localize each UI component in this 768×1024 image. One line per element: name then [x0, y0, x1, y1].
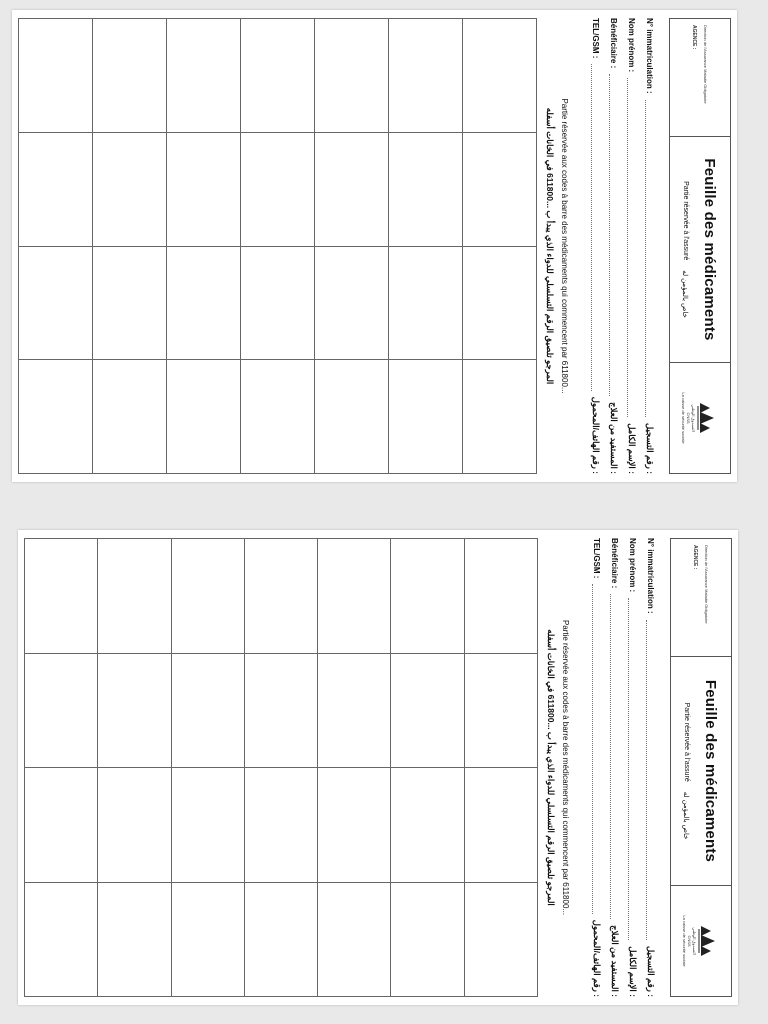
logo-line-1: الصندوق الوطني — [691, 404, 697, 432]
barcode-cell[interactable] — [314, 247, 388, 361]
barcode-cell[interactable] — [464, 883, 537, 998]
field-input-line[interactable] — [647, 620, 656, 940]
direction-text: Direction de l'Assurance Maladie Obligatoire — [704, 545, 710, 624]
insured-part-label — [683, 703, 691, 840]
field-label-ar: : المستفيد من العلاج — [609, 402, 620, 474]
field-input-line[interactable] — [628, 78, 637, 417]
barcode-cell[interactable] — [24, 883, 97, 998]
logo-line-1: الصندوق الوطني — [692, 927, 698, 955]
barcode-cell[interactable] — [317, 883, 390, 998]
barcode-cell[interactable] — [244, 768, 317, 883]
form-header — [670, 538, 732, 997]
header-direction-box — [671, 539, 731, 657]
barcode-cell[interactable] — [314, 19, 388, 133]
barcode-cell[interactable] — [462, 247, 536, 361]
barcode-cell[interactable] — [171, 654, 244, 769]
barcode-cell[interactable] — [171, 539, 244, 654]
form-content — [18, 530, 738, 1005]
logo-line-3: La caisse de sécurité sociale — [682, 915, 688, 967]
barcode-cell[interactable] — [244, 654, 317, 769]
barcode-cell[interactable] — [24, 539, 97, 654]
field-label-ar: : رقم التسجيل — [645, 423, 656, 474]
barcode-cell[interactable] — [462, 133, 536, 247]
barcode-cell[interactable] — [92, 247, 166, 361]
barcode-cell[interactable] — [24, 654, 97, 769]
barcode-grid-wrap — [18, 18, 537, 474]
barcode-cell[interactable] — [92, 19, 166, 133]
barcode-cell[interactable] — [317, 768, 390, 883]
barcode-cell[interactable] — [24, 768, 97, 883]
barcode-grid — [18, 18, 537, 474]
barcode-cell[interactable] — [171, 883, 244, 998]
field-input-line[interactable] — [611, 594, 620, 919]
barcode-cell[interactable] — [97, 883, 170, 998]
form-title: Feuille des médicaments — [702, 679, 720, 863]
barcode-cell[interactable] — [390, 539, 463, 654]
barcode-cell[interactable] — [92, 133, 166, 247]
field-label-fr: N° immatriculation : — [645, 18, 655, 94]
medication-sheet-top — [12, 10, 737, 482]
barcode-cell[interactable] — [166, 133, 240, 247]
field-row-name — [624, 538, 642, 997]
cnss-logo-icon — [698, 924, 720, 958]
barcode-cell[interactable] — [97, 539, 170, 654]
barcode-grid-wrap — [24, 538, 538, 997]
form-header — [669, 18, 731, 474]
barcode-cell[interactable] — [18, 133, 92, 247]
field-input-line[interactable] — [593, 584, 602, 913]
barcode-cell[interactable] — [92, 360, 166, 474]
barcode-cell[interactable] — [388, 360, 462, 474]
barcode-cell[interactable] — [166, 19, 240, 133]
field-label-fr: N° immatriculation : — [646, 538, 656, 614]
field-row-beneficiary — [606, 538, 624, 997]
barcode-section-title-fr: Partie réservée aux codes à barre des médicaments qui commencent par 611800... — [560, 98, 569, 394]
field-input-line[interactable] — [646, 100, 655, 417]
barcode-cell[interactable] — [462, 19, 536, 133]
barcode-cell[interactable] — [97, 768, 170, 883]
field-row-phone — [587, 18, 605, 474]
barcode-cell[interactable] — [18, 19, 92, 133]
field-label-fr: Bénéficiaire : — [609, 18, 619, 69]
insured-fields — [576, 538, 670, 997]
barcode-cell[interactable] — [464, 768, 537, 883]
form-content — [12, 10, 737, 482]
header-logo-box — [671, 885, 731, 996]
barcode-cell[interactable] — [317, 654, 390, 769]
direction-text: Direction de l'Assurance Maladie Obligatoire — [703, 25, 709, 104]
insured-part-ar: خاص بالمؤمن له — [681, 270, 689, 318]
field-label-fr: Nom prénom : — [628, 538, 638, 593]
barcode-grid — [24, 538, 538, 997]
barcode-cell[interactable] — [390, 654, 463, 769]
field-input-line[interactable] — [592, 64, 601, 390]
header-logo-box — [670, 362, 730, 473]
field-label-fr: TEL/GSM : — [591, 18, 601, 59]
field-label-ar: : رقم الهاتف/المحمول — [591, 396, 602, 474]
barcode-section-title-ar: المرجو تلصيق الرقم التسلسلي للدواء الذي يبدأ ب ...611800 في الخانات أسفله — [546, 629, 556, 906]
field-input-line[interactable] — [610, 74, 619, 396]
agence-label: AGENCE : — [691, 25, 698, 50]
header-title-box — [670, 137, 730, 362]
field-input-line[interactable] — [629, 598, 638, 940]
logo-line-2: CNSS — [686, 412, 692, 424]
barcode-section-title-ar: المرجو تلصيق الرقم التسلسلي للدواء الذي يبدأ ب ...611800 في الخانات أسفله — [545, 107, 555, 385]
barcode-cell[interactable] — [18, 360, 92, 474]
field-row-name — [623, 18, 641, 474]
barcode-cell[interactable] — [244, 539, 317, 654]
agence-label: AGENCE : — [692, 545, 699, 570]
barcode-section-title-fr: Partie réservée aux codes à barre des médicaments qui commencent par 611800... — [561, 619, 570, 916]
field-label-ar: : الإسم الكامل — [627, 423, 638, 474]
field-label-ar: : رقم التسجيل — [646, 946, 657, 997]
field-label-ar: : رقم الهاتف/المحمول — [592, 919, 603, 997]
barcode-cell[interactable] — [462, 360, 536, 474]
header-direction-box — [670, 19, 730, 137]
field-row-immatriculation — [642, 538, 660, 997]
barcode-cell[interactable] — [388, 247, 462, 361]
insured-part-fr: Partie réservée à l'assuré — [683, 702, 691, 782]
barcode-cell[interactable] — [18, 247, 92, 361]
logo-line-3: La caisse de sécurité sociale — [681, 392, 687, 444]
barcode-cell[interactable] — [390, 883, 463, 998]
field-row-beneficiary — [605, 18, 623, 474]
barcode-cell[interactable] — [314, 133, 388, 247]
insured-fields — [575, 18, 669, 474]
insured-part-fr: Partie réservée à l'assuré — [682, 181, 690, 261]
barcode-cell[interactable] — [388, 133, 462, 247]
field-label-fr: Nom prénom : — [627, 18, 637, 73]
barcode-cell[interactable] — [388, 19, 462, 133]
insured-part-ar: خاص بالمؤمن له — [682, 791, 690, 840]
field-row-phone — [588, 538, 606, 997]
barcode-cell[interactable] — [464, 539, 537, 654]
field-label-ar: : الإسم الكامل — [628, 946, 639, 997]
barcode-cell[interactable] — [240, 247, 314, 361]
barcode-cell[interactable] — [390, 768, 463, 883]
cnss-logo-icon — [697, 401, 719, 435]
barcode-cell[interactable] — [240, 19, 314, 133]
barcode-cell[interactable] — [244, 883, 317, 998]
field-label-fr: Bénéficiaire : — [610, 538, 620, 589]
barcode-cell[interactable] — [166, 247, 240, 361]
barcode-cell[interactable] — [97, 654, 170, 769]
form-title: Feuille des médicaments — [701, 158, 719, 341]
field-label-fr: TEL/GSM : — [592, 538, 602, 579]
field-row-immatriculation — [641, 18, 659, 474]
barcode-cell[interactable] — [166, 360, 240, 474]
barcode-cell[interactable] — [464, 654, 537, 769]
barcode-cell[interactable] — [314, 360, 388, 474]
barcode-cell[interactable] — [171, 768, 244, 883]
barcode-cell[interactable] — [240, 133, 314, 247]
barcode-cell[interactable] — [240, 360, 314, 474]
medication-sheet-bottom — [18, 530, 738, 1005]
logo-line-2: CNSS — [687, 935, 693, 947]
barcode-cell[interactable] — [317, 539, 390, 654]
header-title-box — [671, 657, 731, 885]
field-label-ar: : المستفيد من العلاج — [610, 925, 621, 997]
insured-part-label — [682, 181, 690, 318]
